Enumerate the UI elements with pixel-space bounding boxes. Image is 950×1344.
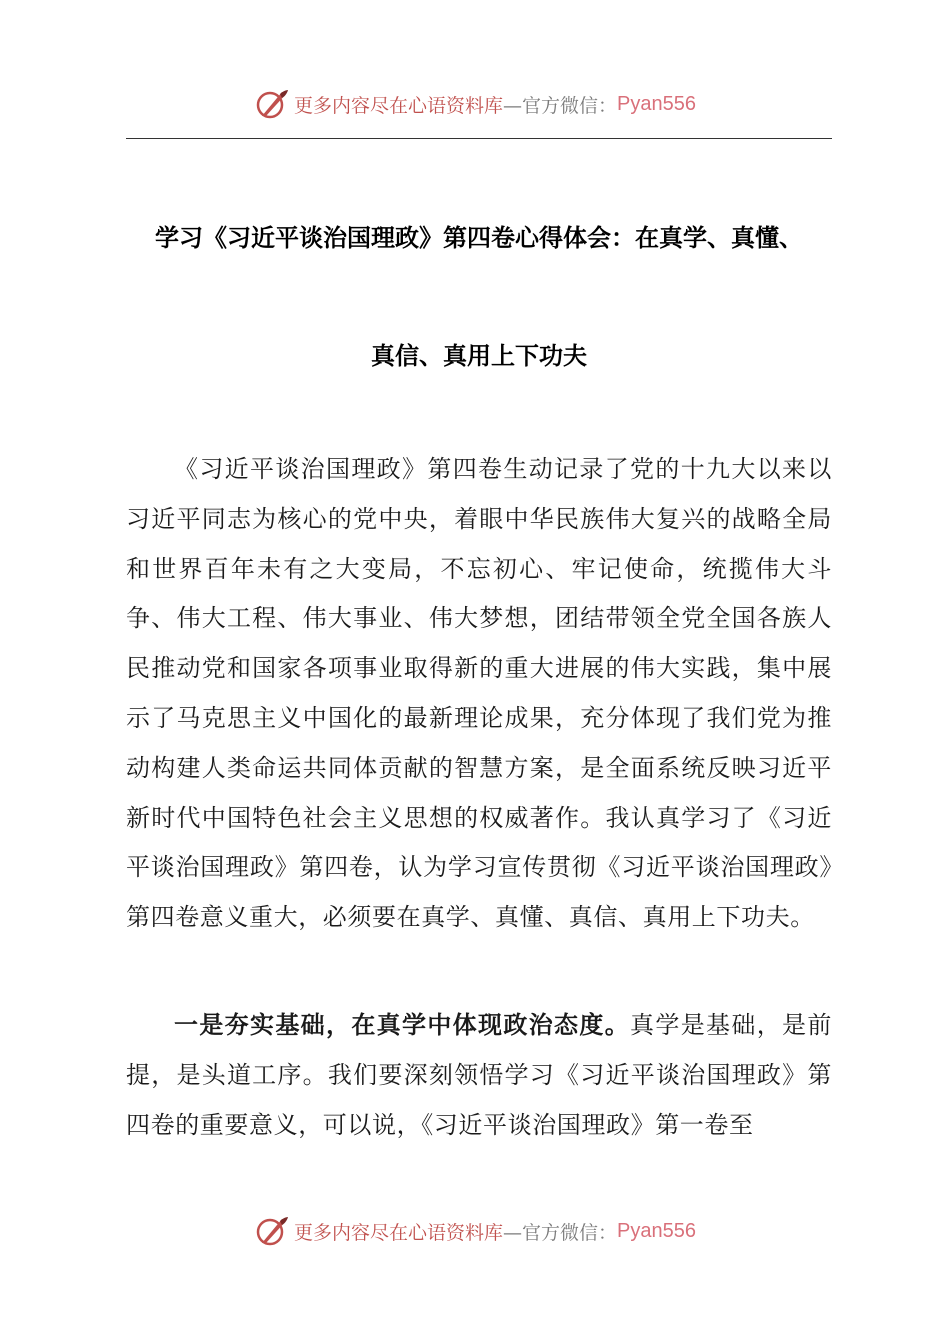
footer-banner-text: 更多内容尽在心语资料库 <box>294 1221 504 1244</box>
footer-wechat-id: Pyan556 <box>617 1219 696 1242</box>
header-banner-text: 更多内容尽在心语资料库 <box>294 94 504 117</box>
header-wechat-id: Pyan556 <box>617 92 696 115</box>
quill-logo-icon <box>254 1213 290 1249</box>
paragraph-2-body: 真学是基础，是前提，是头道工序。我们要深刻领悟学习《习近平谈治国理政》第四卷的重要意义，可以说，《习近平谈治国理政》第一卷至 <box>126 1011 832 1139</box>
body-paragraph-1: 《习近平谈治国理政》第四卷生动记录了党的十九大以来以习近平同志为核心的党中央，着眼中华民族伟大复兴的战略全局和世界百年未有之大变局，不忘初心、牢记使命，统揽伟大斗争、伟大工程、伟大事业、伟大梦想，团结带领全党全国各族人民推动党和国家各项事业取得新的重大进展的伟大实践，集中展示了马克思主义中国化的最新理论成果，充分体现了我们党为推动构建人类命运共同体贡献的智慧方案，是全面系统反映习近平新时代中国特色社会主义思想的权威著作。我认真学习了《习近平谈治国理政》第四卷，认为学习宣传贯彻《习近平谈治国理政》第四卷意义重大，必须要在真学、真懂、真信、真用上下功夫。 <box>126 455 832 932</box>
quill-logo-icon <box>254 86 290 122</box>
footer-banner-separator: —官方微信： <box>503 1221 618 1244</box>
header-banner-separator: —官方微信： <box>503 94 618 117</box>
body-paragraph-2 <box>126 1001 832 1150</box>
paragraph-2-lead: 一是夯实基础，在真学中体现政治态度。 <box>174 1011 631 1039</box>
header-banner <box>0 84 950 124</box>
document-title-line-2: 真信、真用上下功夫 <box>371 342 587 370</box>
document-title-line-1: 学习《习近平谈治国理政》第四卷心得体会：在真学、真懂、 <box>155 224 803 252</box>
footer-banner <box>0 1211 950 1251</box>
header-divider <box>126 138 832 139</box>
